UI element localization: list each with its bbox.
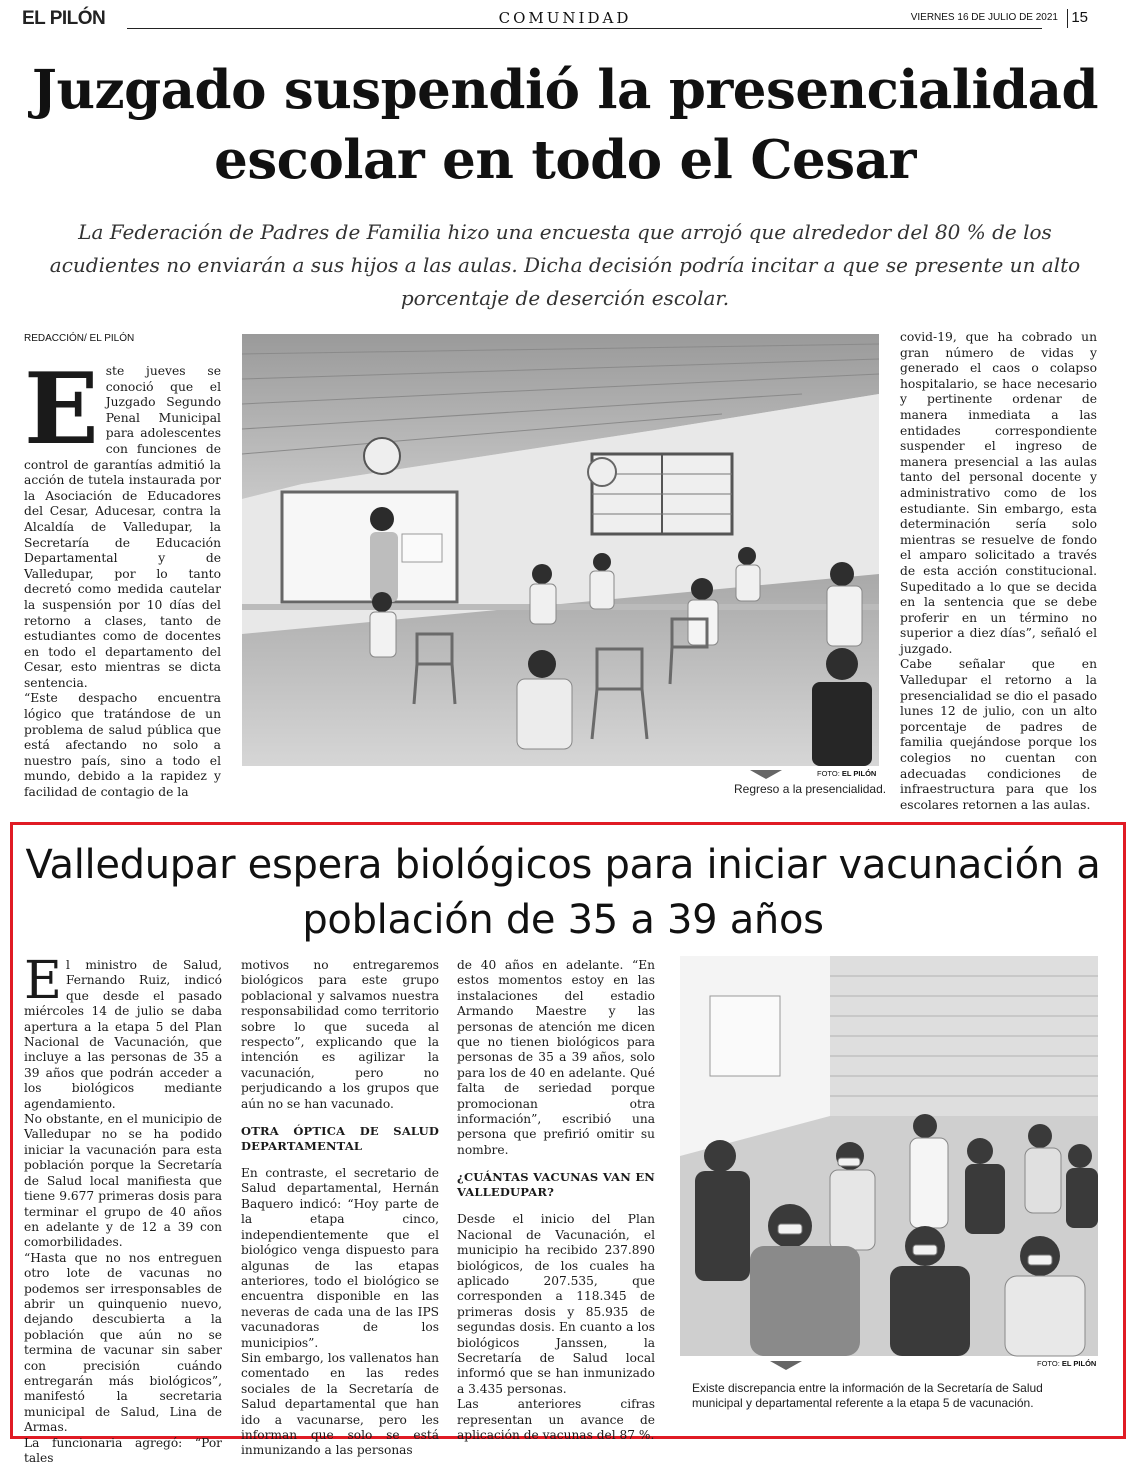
photo1-caption-pointer: [750, 770, 782, 779]
page-number: 15: [1071, 9, 1088, 26]
article2-paragraph: motivos no entregaremos biológicos para este grupo poblacional y salvamos nuestra responsabilidad como territorio sobre lo que suceda al respecto”, explicando que la intención es agilizar la vacunación, pero no perjudicando a los grupos que aún no se han vacunado.: [241, 958, 439, 1111]
article2-column-2: [241, 958, 439, 1458]
article2-paragraph: Las anteriores cifras representan un avance de aplicación de vacunas del 87 %.: [457, 1397, 655, 1442]
masthead-divider: [1067, 9, 1068, 28]
article2-paragraph: No obstante, en el municipio de Valledupar no se ha podido iniciar la vacunación para esta población porque la Secretaría de Salud local manifiesta que tiene 9.677 primeras dosis para terminar el grupo de 40 años en adelante y de 12 a 39 con comorbilidades.: [24, 1112, 222, 1250]
article1-paragraph: “Este despacho encuentra lógico que tratándose de un problema de salud pública que está afectando no solo a nuestro país, sino a todo el mundo, debido a la rapidez y facilidad de contagio de la: [24, 691, 221, 800]
article2-paragraph: Sin embargo, los vallenatos han comentado en las redes sociales de la Secretaría de Salud departamental que han ido a vacunarse, pero les informan que solo se está inmunizando a las personas: [241, 1350, 439, 1458]
photo2-caption-pointer: [770, 1361, 802, 1370]
issue-date: VIERNES 16 DE JULIO DE 2021: [905, 12, 1058, 23]
newspaper-logo: EL PILÓN: [22, 8, 106, 29]
article2-column-1: [24, 951, 222, 1465]
masthead: [22, 8, 1108, 34]
article2-paragraph: de 40 años en adelante. “En estos momentos estoy en las instalaciones del estadio Armando Maestre y las personas de atención me dicen que no tienen biológicos para personas de 35 a 39 años, solo para los de 40 en adelante. Qué falta de seriedad porque promocionan otra información”, escribió una persona que prefirió omitir su nombre.: [457, 958, 655, 1157]
article2-paragraph: “Hasta que no nos entreguen otro lote de vacunas no podemos ser irresponsables de abrir un quinquenio nuevo, dejando descubierta a la población que aún no se termina de vacunar sin saber con precisión cuándo entregarán más biológicos”, manifestó la secretaria municipal de Salud, Lina de Armas.: [24, 1250, 222, 1435]
article1-deck: La Federación de Padres de Familia hizo una encuesta que arrojó que alrededor del 80 % de los acudientes no enviarán a sus hijos a las aulas. Dicha decisión podría incitar a que se presente un alto porcentaje de deserción escolar.: [49, 220, 1081, 310]
article1-dropcap: E: [24, 352, 99, 467]
article2-subhead: OTRA ÓPTICA DE SALUD DEPARTAMENTAL: [241, 1124, 439, 1154]
article2-paragraph: l ministro de Salud, Fernando Ruiz, indicó que desde el pasado miércoles 14 de julio se daba apertura a la etapa 5 del Plan Nacional de Vacunación, que incluye a las personas de 35 a 39 años que podrán acceder a los biológicos mediante agendamiento.: [24, 958, 222, 1111]
photo2-credit-label: FOTO:: [1037, 1359, 1060, 1368]
article1-byline: REDACCIÓN/ EL PILÓN: [24, 333, 135, 344]
classroom-photo-illustration: [242, 334, 879, 766]
photo2-caption: Existe discrepancia entre la información de la Secretaría de Salud municipal y departamental referente a la etapa 5 de vacunación.: [692, 1381, 1043, 1410]
article1-paragraph: ste jueves se conoció que el Juzgado Segundo Penal Municipal para adolescentes con funciones de control de garantías admitió la acción de tutela instaurada por la Asociación de Educadores del Cesar, Aducesar, contra la Alcaldía de Valledupar, la Secretaría de Educación Departamental y de Valledupar, por lo tanto decretó como medida cautelar la suspensión por 10 días del retorno a clases, tanto de estudiantes como de docentes en todo el departamento del Cesar, esto mientras se dicta sentencia.: [24, 364, 221, 690]
masthead-rule: [127, 28, 1042, 29]
article1-paragraph: covid-19, que ha cobrado un gran número de vidas y generado el caos o colapso hospitalario, se hace necesario y pertinente ordenar de manera inmediata a las entidades correspondiente suspender el ingreso de manera presencial a las aulas tanto del personal docente y administrativo como de los estudiante. Sin embargo, esta determinación sería solo mientras se resuelve de fondo el amparo solicitado a través de esta acción constitucional. Supeditado a lo que se decida en la sentencia que se debe proferir en un término no superior a diez días”, señaló el juzgado.: [900, 330, 1097, 656]
article1-column-3: [900, 330, 1097, 810]
photo1-credit-name: EL PILÓN: [841, 769, 877, 778]
article2-column-3: [457, 958, 655, 1442]
photo2-credit: [1037, 1359, 1096, 1368]
photo1-caption: Regreso a la presencialidad.: [734, 782, 887, 796]
photo1-credit-label: FOTO:: [817, 769, 840, 778]
vaccination-photo: [680, 956, 1098, 1356]
vaccination-photo-illustration: [680, 956, 1098, 1356]
article2-paragraph: En contraste, el secretario de Salud departamental, Hernán Baquero indicó: “Hoy parte de la etapa cinco, independientemente que el biológico venga dispuesto para algunas de las etapas anteriores, todo el biológico se encuentra disponible en las neveras de cada una de las IPS vacunadoras de los municipios”.: [241, 1166, 439, 1350]
photo1-credit: [817, 769, 876, 778]
article2-dropcap: E: [24, 951, 62, 1011]
article1-headline: Juzgado suspendió la presencialidad escolar en todo el Cesar: [31, 59, 1099, 191]
article2-headline: Valledupar espera biológicos para iniciar vacunación a población de 35 a 39 años: [25, 842, 1101, 943]
photo2-credit-name: EL PILÓN: [1061, 1359, 1097, 1368]
article1-column-1: [24, 352, 221, 809]
classroom-photo: [242, 334, 879, 766]
article2-paragraph: Desde el inicio del Plan Nacional de Vacunación, el municipio ha recibido 237.890 biológicos, de los cuales ha aplicado 207.535, que corresponden a 118.345 de primeras dosis y 85.935 de segundas dosis. En cuanto a los biológicos Janssen, la Secretaría de Salud local informó que se han inmunizado a 3.435 personas.: [457, 1212, 655, 1396]
section-label: COMUNIDAD: [489, 9, 642, 27]
article2-paragraph: La funcionaria agregó: “Por tales: [24, 1435, 222, 1465]
article1-paragraph: Cabe señalar que en Valledupar el retorno a la presencialidad se dio el pasado lunes 12 de julio, con un alto porcentaje de padres de familia quejándose porque los colegios no cuentan con adecuadas condiciones de infraestructura para que los escolares retornen a las aulas.: [900, 657, 1097, 812]
article2-subhead: ¿CUÁNTAS VACUNAS VAN EN VALLEDUPAR?: [457, 1170, 655, 1200]
